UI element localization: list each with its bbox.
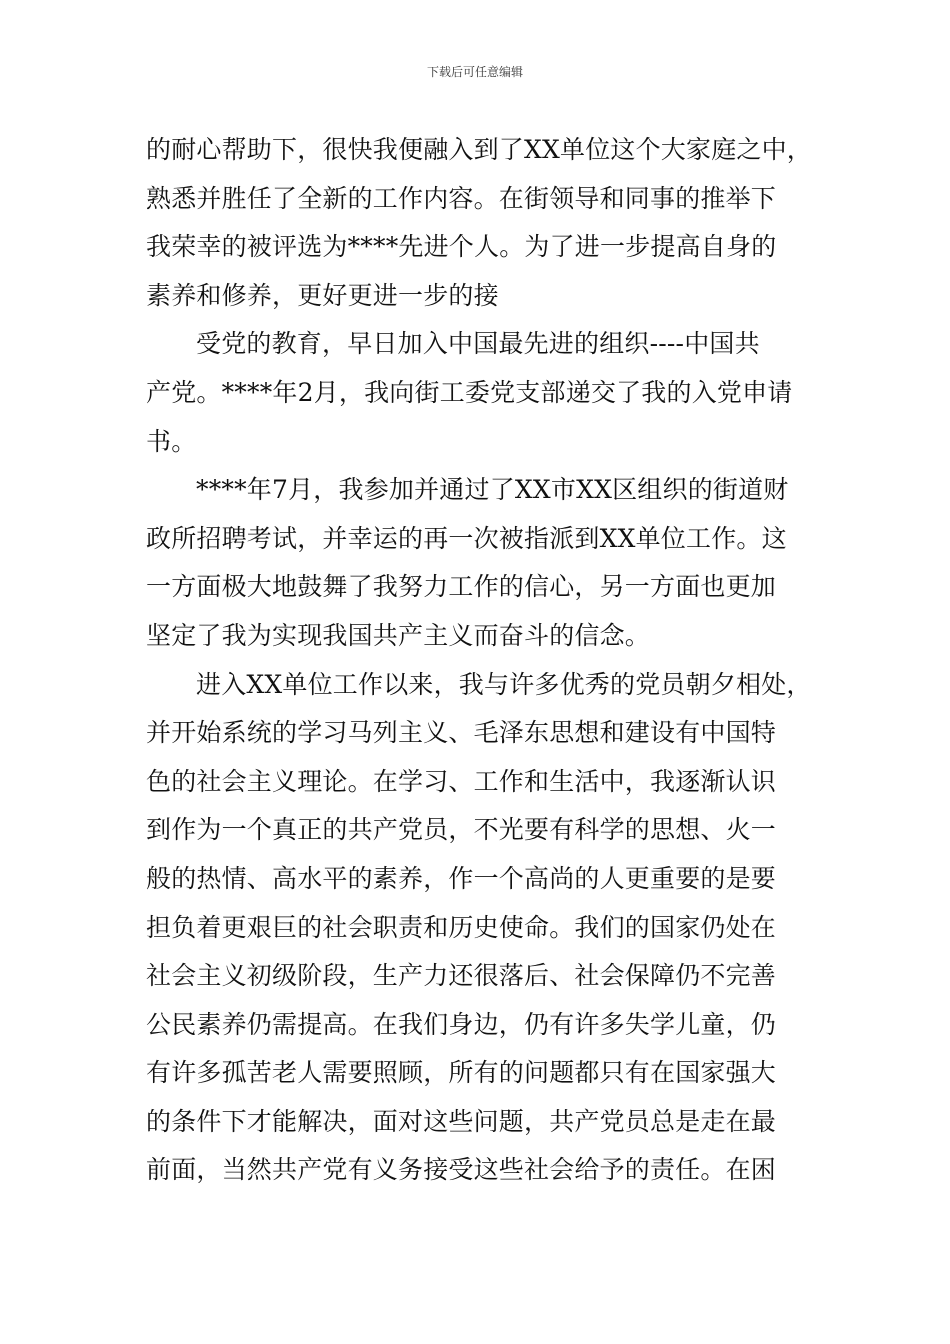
text-line: 书。 [146, 426, 197, 456]
text-line: 公民素养仍需提高。在我们身边，仍有许多失学儿童，仍 [146, 1009, 777, 1039]
text-line: 产党。****年2月，我向街工委党支部递交了我的入党申请 [146, 377, 793, 407]
text-line: 的条件下才能解决，面对这些问题，共产党员总是走在最 [146, 1106, 777, 1136]
text-line: 社会主义初级阶段，生产力还很落后、社会保障仍不完善 [146, 961, 777, 991]
text-line: 一方面极大地鼓舞了我努力工作的信心，另一方面也更加 [146, 572, 777, 602]
document-body [146, 126, 826, 1195]
page-header: 下载后可任意编辑 [426, 65, 523, 79]
text-line: 政所招聘考试，并幸运的再一次被指派到XX单位工作。这 [146, 523, 787, 553]
text-line: 前面，当然共产党有义务接受这些社会给予的责任。在困 [146, 1155, 777, 1185]
text-line: 般的热情、高水平的素养，作一个高尚的人更重要的是要 [146, 863, 777, 893]
text-line: 熟悉并胜任了全新的工作内容。在街领导和同事的推举下 [146, 183, 777, 213]
text-line: 色的社会主义理论。在学习、工作和生活中，我逐渐认识 [146, 766, 777, 796]
text-line: 素养和修养，更好更进一步的接 [146, 280, 499, 310]
text-line: 受党的教育，早日加入中国最先进的组织----中国共 [196, 329, 760, 359]
text-line: 的耐心帮助下，很快我便融入到了XX单位这个大家庭之中， [146, 135, 812, 164]
text-line: 坚定了我为实现我国共产主义而奋斗的信念。 [146, 620, 651, 650]
text-line: 到作为一个真正的共产党员，不光要有科学的思想、火一 [146, 815, 777, 845]
text-line: 并开始系统的学习马列主义、毛泽东思想和建设有中国特 [146, 718, 777, 748]
text-line: 我荣幸的被评选为****先进个人。为了进一步提高自身的 [146, 232, 777, 262]
text-line: 有许多孤苦老人需要照顾，所有的问题都只有在国家强大 [146, 1058, 777, 1088]
text-line: 进入XX单位工作以来，我与许多优秀的党员朝夕相处， [196, 669, 812, 699]
text-line: ****年7月，我参加并通过了XX市XX区组织的街道财 [196, 475, 789, 505]
text-line: 担负着更艰巨的社会职责和历史使命。我们的国家仍处在 [146, 912, 777, 942]
